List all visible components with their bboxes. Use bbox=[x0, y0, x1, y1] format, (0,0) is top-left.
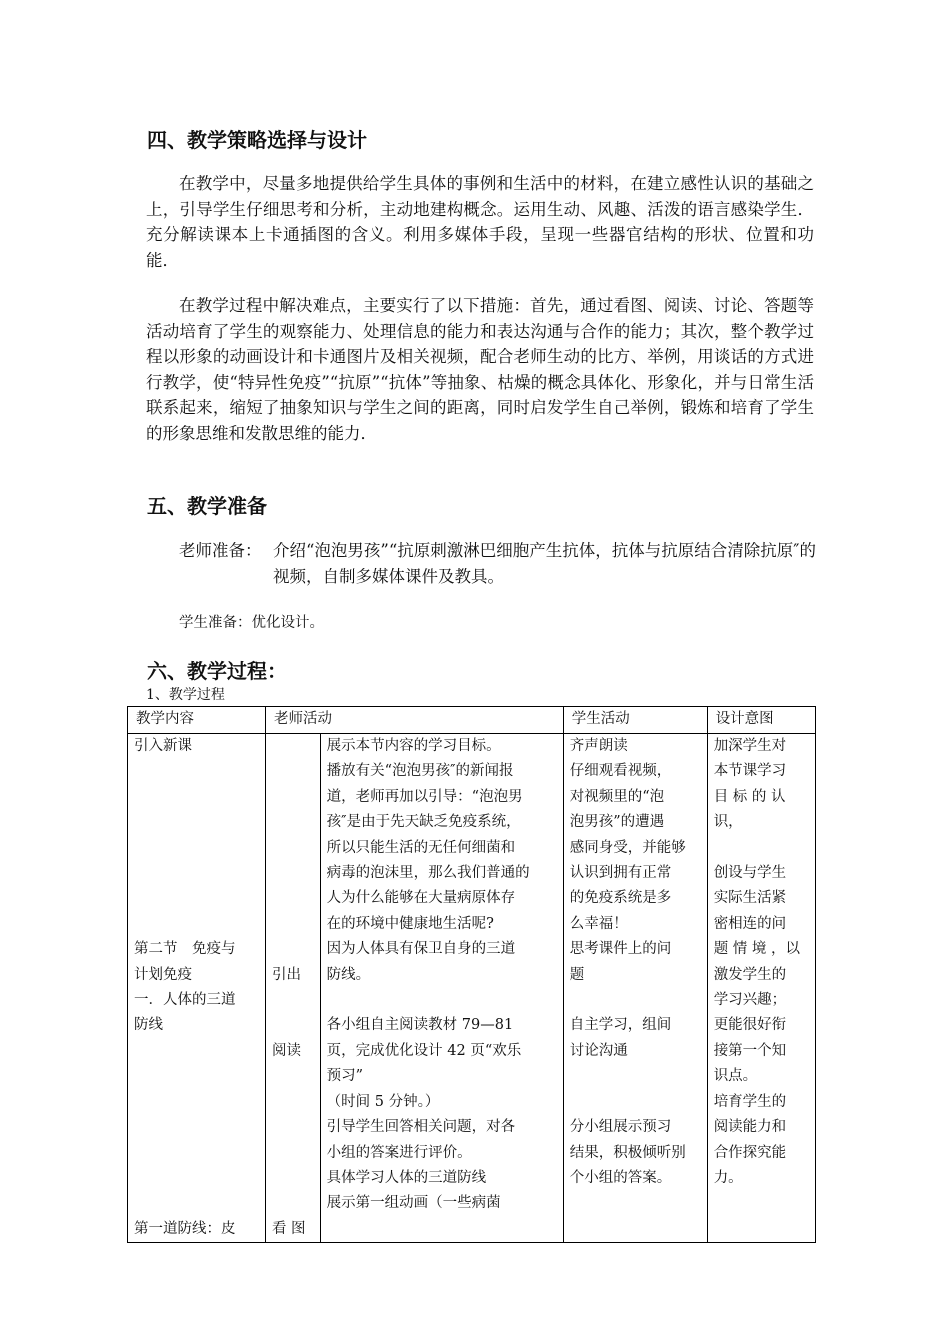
activity-cell bbox=[265, 734, 320, 1243]
cell-line bbox=[134, 1191, 259, 1216]
header-design: 设计意图 bbox=[707, 707, 815, 734]
cell-line: 么幸福！ bbox=[569, 915, 628, 932]
cell-line: 合作探究能 bbox=[713, 1144, 787, 1161]
cell-line: 页，完成优化设计 42 页“欢乐 bbox=[326, 1042, 522, 1059]
cell-line bbox=[134, 912, 259, 937]
cell-line: 因为人体具有保卫自身的三道 bbox=[326, 941, 516, 958]
cell-line bbox=[570, 1090, 701, 1115]
cell-line bbox=[272, 734, 314, 759]
cell-line: 预习” bbox=[326, 1068, 364, 1085]
cell-line: 自主学习，组间 bbox=[569, 1017, 672, 1034]
cell-line bbox=[134, 1141, 259, 1166]
content-lines bbox=[134, 734, 259, 1242]
cell-line: 讨论沟通 bbox=[569, 1042, 628, 1059]
cell-line: 实际生活紧 bbox=[713, 890, 787, 907]
cell-line bbox=[134, 886, 259, 911]
cell-line: 道，老师再加以引导：“泡泡男 bbox=[326, 788, 523, 805]
cell-line bbox=[272, 759, 314, 784]
cell-line: 更能很好衔 bbox=[713, 1017, 787, 1034]
cell-line: 学习兴趣； bbox=[713, 992, 787, 1009]
section6-heading: 六、教学过程： bbox=[147, 659, 287, 683]
cell-line: 引入新课 bbox=[134, 738, 192, 754]
cell-line: 本节课学习 bbox=[713, 763, 787, 780]
cell-line bbox=[134, 1064, 259, 1089]
cell-line: 病毒的泡沫里，那么我们普通的 bbox=[326, 865, 530, 882]
cell-line bbox=[714, 1191, 809, 1216]
content-cell bbox=[128, 734, 266, 1243]
cell-line: 人为什么能够在大量病原体存 bbox=[326, 890, 516, 907]
cell-line: 在的环境中健康地生活呢? bbox=[326, 915, 494, 932]
cell-line: 接第一个知 bbox=[713, 1042, 787, 1059]
cell-line bbox=[134, 785, 259, 810]
section4-heading: 四、教学策略选择与设计 bbox=[147, 128, 367, 152]
cell-line: 思考课件上的问 bbox=[569, 941, 672, 958]
header-content: 教学内容 bbox=[128, 707, 266, 734]
student-preparation: 学生准备：优化设计。 bbox=[179, 615, 324, 631]
cell-line bbox=[272, 836, 314, 861]
cell-line: 阅读能力和 bbox=[713, 1119, 787, 1136]
cell-line: 所以只能生活的无任何细菌和 bbox=[326, 839, 516, 856]
header-student: 学生活动 bbox=[563, 707, 707, 734]
cell-line: 阅读 bbox=[271, 1042, 301, 1059]
cell-line: 认识到拥有正常 bbox=[569, 865, 672, 882]
cell-line: （时间 5 分钟。） bbox=[326, 1093, 440, 1110]
cell-line: 齐声朗读 bbox=[569, 738, 628, 754]
cell-line bbox=[134, 861, 259, 886]
cell-line bbox=[134, 1166, 259, 1191]
cell-line bbox=[134, 1090, 259, 1115]
cell-line: 具体学习人体的三道防线 bbox=[326, 1169, 487, 1186]
cell-line: 对视频里的“泡 bbox=[569, 788, 665, 805]
cell-line: 防线 bbox=[134, 1017, 163, 1034]
cell-line: 结果，积极倾听别 bbox=[569, 1144, 686, 1161]
cell-line: 分小组展示预习 bbox=[569, 1119, 672, 1136]
cell-line: 个小组的答案。 bbox=[569, 1169, 672, 1186]
student-lines bbox=[570, 734, 701, 1217]
cell-line: 展示本节内容的学习目标。 bbox=[326, 738, 501, 754]
cell-line: 第二节 免疫与 bbox=[134, 941, 236, 958]
cell-line: 孩″是由于先天缺乏免疫系统， bbox=[326, 814, 521, 831]
cell-line bbox=[134, 810, 259, 835]
student-activity-cell bbox=[563, 734, 707, 1243]
header-teacher: 老师活动 bbox=[265, 707, 563, 734]
cell-line bbox=[714, 836, 809, 861]
activity-lines bbox=[272, 734, 314, 1242]
cell-line bbox=[134, 836, 259, 861]
section4-paragraph-2: 在教学过程中解决难点，主要实行了以下措施：首先，通过看图、阅读、讨论、答题等活动培育了学生的观察能力、处理信息的能力和表达沟通与合作的能力；其次，整个教学过程以形象的动画设计和卡通图片及相关视频，配合老师生动的比方、举例，用谈话的方式进行教学，使“特异性免疫”“抗原”“抗体”等抽象、枯燥的概念具体化、形象化，并与日常生活联系起来，缩短了抽象知识与学生之间的距离，同时启发学生自己举例，锻炼和培育了学生的形象思维和发散思维的能力． bbox=[146, 296, 814, 443]
cell-line: 计划免疫 bbox=[134, 966, 192, 983]
cell-line bbox=[272, 1115, 314, 1140]
cell-line bbox=[272, 912, 314, 937]
design-intent-cell bbox=[707, 734, 815, 1243]
cell-line: 感同身受，并能够 bbox=[569, 839, 686, 856]
cell-line: 引导学生回答相关问题，对各 bbox=[326, 1119, 516, 1136]
cell-line bbox=[272, 988, 314, 1013]
cell-line: 展示第一组动画（一些病菌 bbox=[326, 1195, 501, 1212]
cell-line: 播放有关“泡泡男孩″的新闻报 bbox=[326, 763, 514, 780]
cell-line bbox=[272, 1166, 314, 1191]
cell-line bbox=[272, 810, 314, 835]
cell-line bbox=[272, 785, 314, 810]
cell-line bbox=[327, 988, 557, 1013]
cell-line bbox=[134, 1115, 259, 1140]
cell-line bbox=[570, 1064, 701, 1089]
cell-line: 识点。 bbox=[713, 1068, 758, 1085]
cell-line bbox=[272, 1141, 314, 1166]
cell-line: 密相连的问 bbox=[713, 915, 787, 932]
cell-line bbox=[134, 759, 259, 784]
cell-line bbox=[272, 1064, 314, 1089]
cell-line: 小组的答案进行评价。 bbox=[326, 1144, 472, 1161]
cell-line: 看 图 bbox=[271, 1220, 306, 1237]
cell-line: 加深学生对 bbox=[713, 738, 787, 754]
cell-line: 激发学生的 bbox=[713, 966, 787, 983]
teacher-preparation bbox=[179, 538, 819, 589]
cell-line bbox=[272, 1013, 314, 1038]
table-header-row bbox=[128, 707, 816, 734]
cell-line: 泡男孩”的遭遇 bbox=[569, 814, 665, 831]
cell-line bbox=[272, 937, 314, 962]
process-sublabel: 1、教学过程 bbox=[146, 687, 225, 703]
teacher-preparation-text: 介绍“泡泡男孩”“抗原刺激淋巴细胞产生抗体，抗体与抗原结合清除抗原″的视频，自制多媒体课件及教具。 bbox=[273, 541, 816, 586]
cell-line: 识， bbox=[713, 814, 743, 831]
cell-line: 创设与学生 bbox=[713, 865, 787, 882]
cell-line: 的免疫系统是多 bbox=[569, 890, 672, 907]
section5-heading: 五、教学准备 bbox=[147, 494, 267, 518]
cell-line: 引出 bbox=[271, 966, 301, 983]
cell-line: 题 情 境 ，以 bbox=[713, 941, 801, 958]
teacher-activity-cell bbox=[320, 734, 563, 1243]
cell-line: 一．人体的三道 bbox=[134, 992, 236, 1009]
cell-line: 目 标 的 认 bbox=[713, 788, 786, 805]
teaching-process-table bbox=[127, 706, 816, 1243]
teacher-lines bbox=[327, 734, 557, 1217]
cell-line: 仔细观看视频， bbox=[569, 763, 672, 780]
cell-line: 防线。 bbox=[326, 966, 371, 983]
cell-line bbox=[134, 1039, 259, 1064]
cell-line bbox=[272, 886, 314, 911]
cell-line: 力。 bbox=[713, 1169, 743, 1186]
cell-line: 题 bbox=[569, 966, 585, 983]
cell-line bbox=[272, 1090, 314, 1115]
table-row bbox=[128, 734, 816, 1243]
design-lines bbox=[714, 734, 809, 1217]
cell-line bbox=[272, 1191, 314, 1216]
cell-line bbox=[272, 861, 314, 886]
cell-line: 第一道防线：皮 bbox=[134, 1220, 236, 1237]
teacher-preparation-label: 老师准备： bbox=[179, 541, 262, 560]
cell-line: 培育学生的 bbox=[713, 1093, 787, 1110]
cell-line: 各小组自主阅读教材 79—81 bbox=[326, 1017, 514, 1034]
cell-line bbox=[570, 1191, 701, 1216]
cell-line bbox=[570, 988, 701, 1013]
section4-paragraph-1: 在教学中，尽量多地提供给学生具体的事例和生活中的材料，在建立感性认识的基础之上，引导学生仔细思考和分析，主动地建构概念。运用生动、风趣、活泼的语言感染学生．充分解读课本上卡通插图的含义。利用多媒体手段，呈现一些器官结构的形状、位置和功能． bbox=[146, 174, 814, 270]
